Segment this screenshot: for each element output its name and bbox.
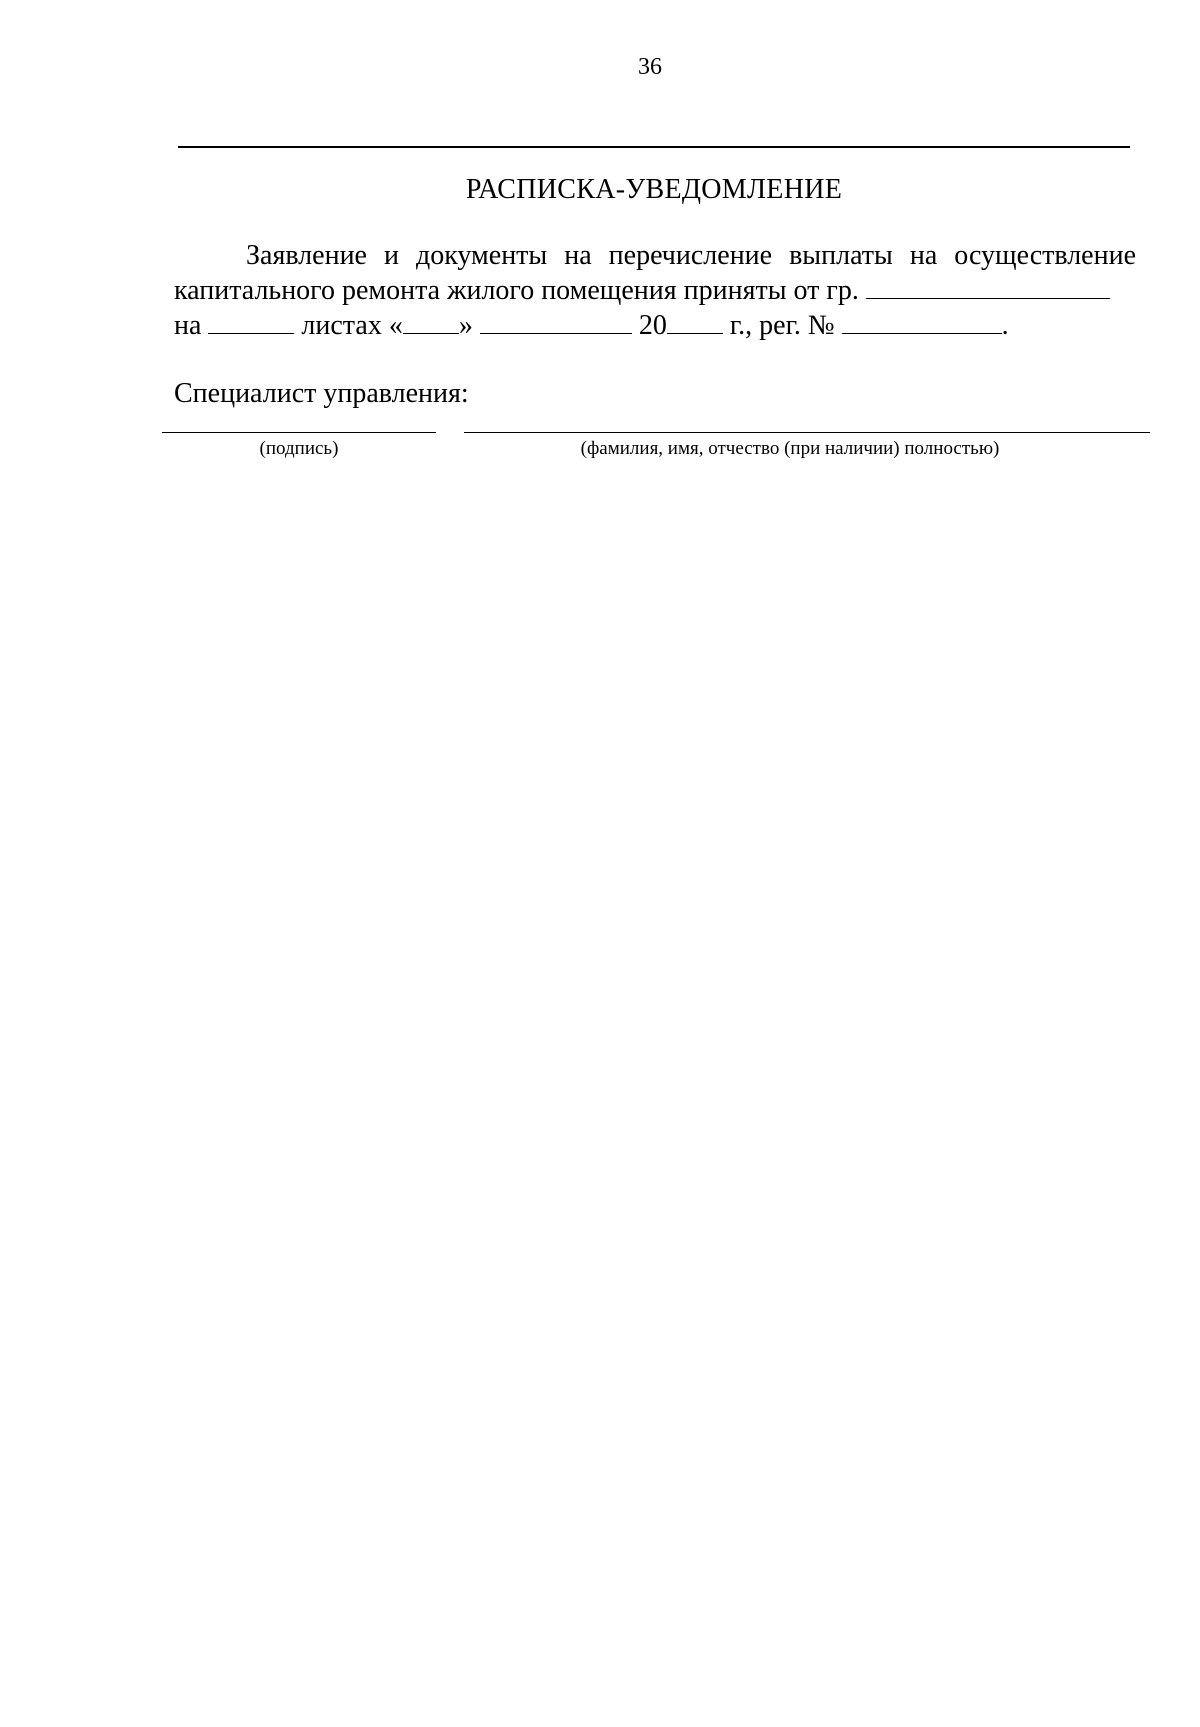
signature-caption: (подпись) (259, 438, 339, 459)
body-line-1: Заявление и документы на перечисление выплаты на осуществление (246, 240, 1136, 271)
quote-close: » (458, 310, 473, 341)
month-field[interactable] (480, 311, 632, 334)
signature-line[interactable] (162, 432, 436, 433)
sheets-count-field[interactable] (208, 311, 294, 334)
end-period: . (1001, 310, 1009, 341)
reg-number-field[interactable] (842, 311, 1002, 334)
citizen-name-field[interactable] (866, 276, 1110, 299)
sheets-label: листах « (301, 310, 403, 341)
full-name-line[interactable] (464, 432, 1150, 433)
page-number: 36 (638, 54, 662, 80)
on-label: на (174, 310, 202, 341)
body-line-2 (174, 273, 1136, 308)
body-line-3 (174, 308, 1136, 343)
day-field[interactable] (403, 311, 459, 334)
body-line-2-text: капитального ремонта жилого помещения приняты от гр. (174, 275, 859, 306)
year-prefix: 20 (638, 310, 667, 341)
top-rule (178, 146, 1130, 148)
specialist-label: Специалист управления: (174, 378, 469, 409)
document-title: РАСПИСКА-УВЕДОМЛЕНИЕ (465, 174, 843, 205)
reg-label: г., рег. № (729, 310, 835, 341)
full-name-caption: (фамилия, имя, отчество (при наличии) полностью) (580, 438, 1000, 459)
year-field[interactable] (667, 311, 723, 334)
receipt-body (174, 238, 1136, 343)
